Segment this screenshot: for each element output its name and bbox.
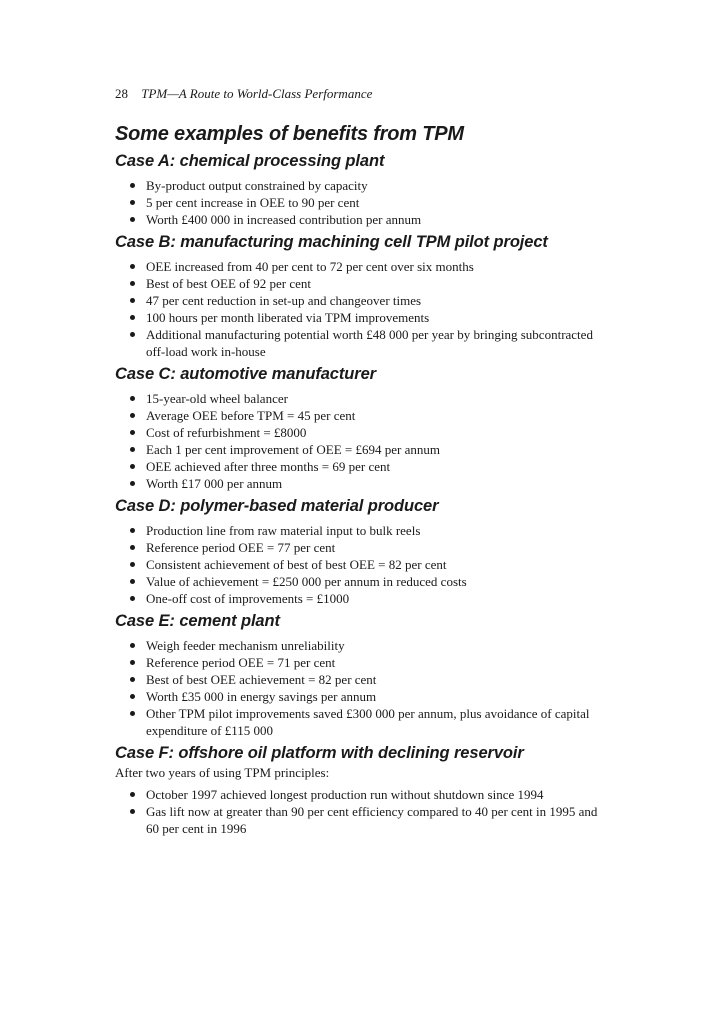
case-section <box>115 496 600 607</box>
bullet-item <box>130 458 600 475</box>
bullet-icon <box>130 792 135 797</box>
bullet-icon <box>130 643 135 648</box>
bullet-text: 47 per cent reduction in set-up and changeover times <box>146 293 422 308</box>
bullet-item <box>130 475 600 492</box>
bullet-icon <box>130 464 135 469</box>
bullet-text: By-product output constrained by capacity <box>146 178 368 193</box>
book-title: TPM—A Route to World-Class Performance <box>141 86 373 101</box>
bullet-list <box>115 177 600 228</box>
bullet-text: Production line from raw material input to bulk reels <box>146 523 421 538</box>
bullet-icon <box>130 183 135 188</box>
bullet-item <box>130 539 600 556</box>
bullet-icon <box>130 562 135 567</box>
bullet-item <box>130 194 600 211</box>
bullet-item <box>130 390 600 407</box>
bullet-text: Best of best OEE achievement = 82 per cent <box>146 672 377 687</box>
bullet-item <box>130 275 600 292</box>
bullet-text: Worth £17 000 per annum <box>146 476 283 491</box>
bullet-icon <box>130 528 135 533</box>
case-section <box>115 611 600 739</box>
bullet-text: 15-year-old wheel balancer <box>146 391 288 406</box>
bullet-item <box>130 326 600 360</box>
running-head <box>115 86 600 102</box>
case-section <box>115 743 600 837</box>
bullet-item <box>130 786 600 803</box>
bullet-icon <box>130 315 135 320</box>
bullet-list <box>115 522 600 607</box>
page <box>115 86 600 841</box>
case-heading: Case F: offshore oil platform with declining reservoir <box>115 744 524 762</box>
bullet-text: Best of best OEE of 92 per cent <box>146 276 311 291</box>
bullet-icon <box>130 447 135 452</box>
bullet-item <box>130 590 600 607</box>
bullet-text: Consistent achievement of best of best OEE = 82 per cent <box>146 557 447 572</box>
page-number: 28 <box>115 86 128 101</box>
bullet-item <box>130 654 600 671</box>
bullet-text: Worth £35 000 in energy savings per annum <box>146 689 377 704</box>
bullet-icon <box>130 677 135 682</box>
bullet-text: OEE increased from 40 per cent to 72 per cent over six months <box>146 259 474 274</box>
bullet-icon <box>130 413 135 418</box>
bullet-icon <box>130 711 135 716</box>
bullet-text: Value of achievement = £250 000 per annum in reduced costs <box>146 574 467 589</box>
bullet-item <box>130 211 600 228</box>
bullet-item <box>130 803 600 837</box>
page-title: Some examples of benefits from TPM <box>115 123 464 145</box>
bullet-icon <box>130 596 135 601</box>
bullet-icon <box>130 264 135 269</box>
case-section <box>115 232 600 360</box>
bullet-text: 100 hours per month liberated via TPM improvements <box>146 310 430 325</box>
bullet-icon <box>130 481 135 486</box>
bullet-item <box>130 688 600 705</box>
bullet-item <box>130 441 600 458</box>
bullet-icon <box>130 396 135 401</box>
case-heading: Case A: chemical processing plant <box>115 152 385 170</box>
bullet-list <box>115 786 600 837</box>
bullet-icon <box>130 217 135 222</box>
bullet-item <box>130 177 600 194</box>
bullet-icon <box>130 200 135 205</box>
case-heading: Case C: automotive manufacturer <box>115 365 376 383</box>
bullet-item <box>130 705 600 739</box>
bullet-text: OEE achieved after three months = 69 per cent <box>146 459 391 474</box>
bullet-item <box>130 424 600 441</box>
bullet-text: October 1997 achieved longest production run without shutdown since 1994 <box>146 787 544 802</box>
bullet-icon <box>130 809 135 814</box>
bullet-text: Reference period OEE = 77 per cent <box>146 540 336 555</box>
bullet-icon <box>130 694 135 699</box>
bullet-text: Other TPM pilot improvements saved £300 000 per annum, plus avoidance of capital expenditure of £115 000 <box>146 706 590 738</box>
bullet-icon <box>130 298 135 303</box>
bullet-text: One-off cost of improvements = £1000 <box>146 591 350 606</box>
case-section <box>115 151 600 228</box>
bullet-text: Gas lift now at greater than 90 per cent efficiency compared to 40 per cent in 1995 and 60 per cent in 1996 <box>146 804 598 836</box>
bullet-text: Weigh feeder mechanism unreliability <box>146 638 345 653</box>
case-heading: Case D: polymer-based material producer <box>115 497 439 515</box>
bullet-item <box>130 407 600 424</box>
case-intro: After two years of using TPM principles: <box>115 765 330 780</box>
bullet-icon <box>130 281 135 286</box>
bullet-text: Reference period OEE = 71 per cent <box>146 655 336 670</box>
bullet-text: Average OEE before TPM = 45 per cent <box>146 408 356 423</box>
bullet-text: Additional manufacturing potential worth £48 000 per year by bringing subcontracted off-load work in-house <box>146 327 593 359</box>
case-heading: Case B: manufacturing machining cell TPM pilot project <box>115 233 548 251</box>
cases-list <box>115 151 600 837</box>
bullet-list <box>115 258 600 360</box>
case-section <box>115 364 600 492</box>
bullet-text: Worth £400 000 in increased contribution per annum <box>146 212 422 227</box>
case-heading: Case E: cement plant <box>115 612 280 630</box>
bullet-icon <box>130 579 135 584</box>
bullet-icon <box>130 332 135 337</box>
bullet-text: Each 1 per cent improvement of OEE = £694 per annum <box>146 442 440 457</box>
bullet-item <box>130 522 600 539</box>
bullet-text: 5 per cent increase in OEE to 90 per cent <box>146 195 360 210</box>
bullet-text: Cost of refurbishment = £8000 <box>146 425 307 440</box>
bullet-item <box>130 556 600 573</box>
bullet-icon <box>130 660 135 665</box>
bullet-item <box>130 309 600 326</box>
bullet-icon <box>130 430 135 435</box>
bullet-item <box>130 573 600 590</box>
bullet-item <box>130 637 600 654</box>
bullet-list <box>115 637 600 739</box>
bullet-item <box>130 292 600 309</box>
bullet-icon <box>130 545 135 550</box>
bullet-list <box>115 390 600 492</box>
bullet-item <box>130 258 600 275</box>
bullet-item <box>130 671 600 688</box>
